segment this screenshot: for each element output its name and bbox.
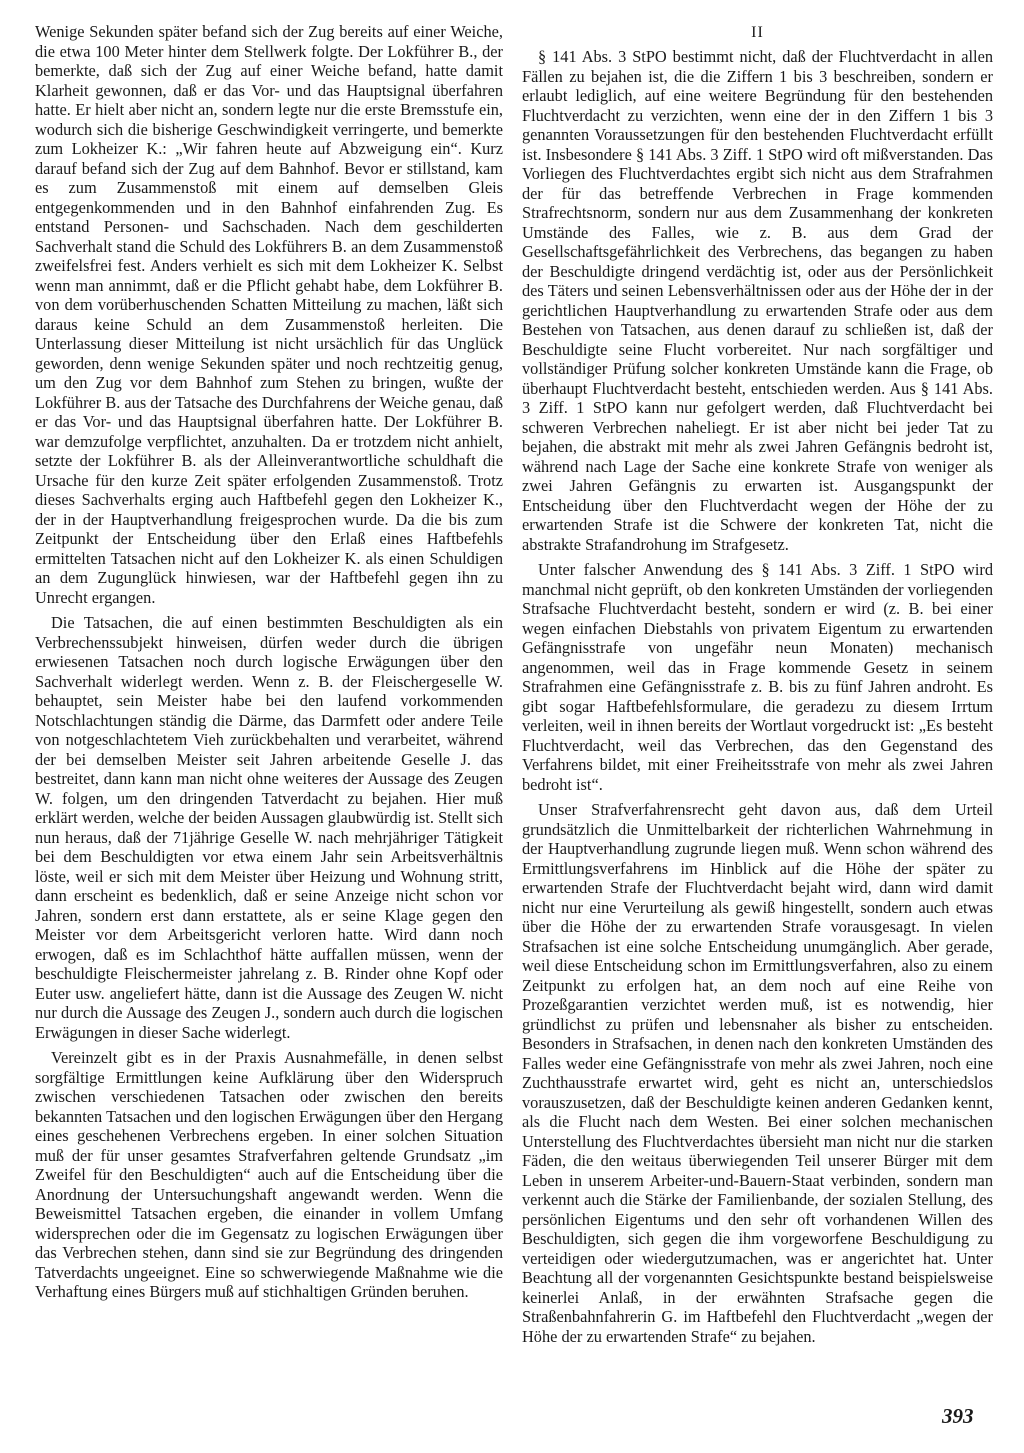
right-paragraph-3: Unser Strafverfahrensrecht geht davon aus, daß dem Urteil grundsätzlich die Unmittelbarkeit der richterlichen Wahrnehmung in der Hauptverhandlung zugrunde liegen muß. Wenn schon während des Ermittlungsverfahrens im Hinblick auf die Höhe der später zu erwartenden Strafe der Fluchtverdacht bejaht wird, dann wird damit nicht nur eine Verurteilung als gewiß hingestellt, sondern auch etwas über die Höhe der zu erwartenden Strafe vorausgesagt. In vielen Strafsachen ist eine solche Entscheidung unumgänglich. Aber gerade, weil diese Entscheidung schon im Ermittlungsverfahren, also zu einem Zeitpunkt zu erfolgen hat, an dem noch auf eine Reihe von Prozeßgarantien verzichtet werden muß, ist es notwendig, hier gründlichst zu prüfen und lebensnaher als bisher zu entscheiden. Besonders in Strafsachen, in denen nach den konkreten Umständen des Falles weder eine Gefängnisstrafe von mehr als zwei Jahren, noch eine Zuchthausstrafe erwartet wird, geht es nicht an, unterschiedslos vorauszusetzen, daß der Beschuldigte keinen anderen Gedanken kennt, als die Flucht nach dem Westen. Bei einer solchen mechanischen Unterstellung des Fluchtverdachtes übersieht man nicht nur die starken Fäden, die den weitaus überwiegenden Teil unserer Bürger mit dem Leben in unserem Arbeiter-und-Bauern-Staat verbinden, sondern man verkennt auch die Stärke der Familienbande, der sozialen Stellung, des persönlichen Eigentums und den sehr oft vorhandenen Willen des Beschuldigten, sich gegen die ihm vorgeworfene Beschuldigung zu verteidigen oder wiedergutzumachen, was er angerichtet hat. Unter Beachtung all der vorgenannten Gesichtspunkte bestand beispielsweise keinerlei Anlaß, in der erwähnten Strafsache gegen die Straßenbahnfahrerin G. im Haftbefehl den Fluchtverdacht „wegen der Höhe der zu erwartenden Strafe“ zu bejahen. bbox=[522, 800, 993, 1346]
left-paragraph-2: Die Tatsachen, die auf einen bestimmten Beschuldigten als ein Verbrechenssubjekt hinweisen, dürfen weder durch die übrigen erwiesenen Tatsachen noch durch logische Erwägungen über den Sachverhalt widerlegt werden. Wenn z. B. der Fleischergeselle W. behauptet, sein Meister habe bei den laufend vorkommenden Notschlachtungen ständig die Därme, das Darmfett oder andere Teile von notgeschlachtetem Vieh zurückbehalten und verarbeitet, während der bei demselben Meister seit Jahren arbeitende Geselle J. das bestreitet, dann kann man nicht ohne weiteres der Aussage des Zeugen W. folgen, um den dringenden Tatverdacht zu bejahen. Hier muß erklärt werden, welche der beiden Aussagen glaubwürdig ist. Stellt sich nun heraus, daß der 71jährige Geselle W. nach mehrjähriger Tätigkeit bei dem Beschuldigten vor etwa einem Jahr sein Arbeitsverhältnis löste, weil er sich mit dem Meister über Heizung und Wohnung stritt, dann erscheint es bedenklich, daß er seine Anzeige nicht schon vor Jahren, sondern erst dann erstattete, als er seine Klage gegen den Meister vor dem Arbeitsgericht verloren hatte. Wird dann noch erwogen, daß es im Schlachthof hätte auffallen müssen, wenn der beschuldigte Fleischermeister jahrelang z. B. Rinder ohne Kopf oder Euter usw. angeliefert hätte, dann ist die Aussage des Zeugen W. nicht nur durch die Aussage des Zeugen J., sondern auch durch die logischen Erwägungen in dieser Sache widerlegt. bbox=[35, 613, 503, 1042]
right-paragraph-1: § 141 Abs. 3 StPO bestimmt nicht, daß der Fluchtverdacht in allen Fällen zu bejahen ist, die die Ziffern 1 bis 3 beschreiben, sondern er erlaubt lediglich, auf eine weitere Begründung für den bestehenden Fluchtverdacht zu verzichten, wenn eine der in den Ziffern 1 bis 3 genannten Voraussetzungen für den bestehenden Fluchtverdacht erfüllt ist. Insbesondere § 141 Abs. 3 Ziff. 1 StPO wird oft mißverstanden. Das Vorliegen des Fluchtverdachtes ergibt sich nicht aus dem Strafrahmen der für das betreffende Verbrechen in Frage kommenden Strafrechtsnorm, sondern nur aus dem Zusammenhang der konkreten Umstände des Falles, wie z. B. aus dem Grad der Gesellschaftsgefährlichkeit des Verbrechens, das begangen zu haben der Beschuldigte dringend verdächtig ist, oder aus der Persönlichkeit des Täters und seinen Lebensverhältnissen oder aus der Höhe der in der gerichtlichen Hauptverhandlung zu erwartenden Strafe oder aus dem Bestehen von Tatsachen, aus denen darauf zu schließen ist, daß der Beschuldigte seine Flucht vorbereitet. Nur nach sorgfältiger und vollständiger Prüfung solcher konkreten Umstände kann die Frage, ob überhaupt Fluchtverdacht besteht, entschieden werden. Aus § 141 Abs. 3 Ziff. 1 StPO kann nur gefolgert werden, daß Fluchtverdacht bei schweren Verbrechen naheliegt. Er ist aber nicht bei jeder Tat zu bejahen, die abstrakt mit mehr als zwei Jahren Gefängnis bedroht ist, während nach Lage der Sache eine konkrete Strafe von weniger als zwei Jahren Gefängnis zu erwarten ist. Ausgangspunkt der Entscheidung über den Fluchtverdacht wegen der Höhe der zu erwartenden Strafe ist die Schwere der konkreten Tat, nicht die abstrakte Strafandrohung im Strafgesetz. bbox=[522, 47, 993, 554]
left-column bbox=[35, 22, 503, 1308]
left-paragraph-3: Vereinzelt gibt es in der Praxis Ausnahmefälle, in denen selbst sorgfältige Ermittlungen keine Aufklärung über den Widerspruch zwischen verschiedenen Tatsachen oder zwischen den bereits bekannten Tatsachen und den logischen Erwägungen über den Hergang eines geschehenen Verbrechens ergeben. In einer solchen Situation muß der für unser gesamtes Strafverfahren geltende Grundsatz „im Zweifel für den Beschuldigten“ auch auf die Entscheidung über die Anordnung der Untersuchungshaft angewandt werden. Wenn die Beweismittel Tatsachen ergeben, die einander in vollem Umfang widersprechen oder die im Gegensatz zu logischen Erwägungen über das Verbrechen stehen, dann sind sie zur Begründung des dringenden Tatverdachts ungeeignet. Eine so schwerwiegende Maßnahme wie die Verhaftung eines Bürgers muß auf stichhaltigen Gründen beruhen. bbox=[35, 1048, 503, 1301]
left-paragraph-1: Wenige Sekunden später befand sich der Zug bereits auf einer Weiche, die etwa 100 Meter hinter dem Stellwerk folgte. Der Lokführer B., der bemerkte, daß sich der Zug auf einer Weiche befand, hatte damit Klarheit gewonnen, daß er das Vor- und das Hauptsignal überfahren hatte. Er hielt aber nicht an, sondern legte nur die erste Bremsstufe ein, wodurch sich die bisherige Geschwindigkeit verringerte, und bemerkte zum Lokheizer K.: „Wir fahren heute auf Abzweigung ein“. Kurz darauf befand sich der Zug auf dem Bahnhof. Bevor er stillstand, kam es zum Zusammenstoß mit einem auf demselben Gleis entgegenkommenden und in den Bahnhof einfahrenden Zug. Es entstand Personen- und Sachschaden. Nach dem geschilderten Sachverhalt stand die Schuld des Lokführers B. an dem Zusammenstoß zweifelsfrei fest. Anders verhielt es sich mit dem Lokheizer K. Selbst wenn man annimmt, daß er die Pflicht gehabt habe, dem Lokführer B. von dem vorüberhuschenden Schatten Mitteilung zu machen, läßt sich daraus keine Schuld an dem Zusammenstoß herleiten. Die Unterlassung dieser Mitteilung ist nicht ursächlich für das Unglück geworden, denn wenige Sekunden später und noch rechtzeitig genug, um den Zug vor dem Bahnhof zum Stehen zu bringen, wußte der Lokführer B. aus der Tatsache des Durchfahrens der Weiche genau, daß er das Vor- und das Hauptsignal überfahren hatte. Der Lokführer B. war demzufolge verpflichtet, anzuhalten. Da er trotzdem nicht anhielt, setzte der Lokführer B. als der Alleinverantwortliche schuldhaft die Ursache für den kurze Zeit später erfolgenden Zusammenstoß. Trotz dieses Sachverhalts erging auch Haftbefehl gegen den Lokheizer K., der in der Hauptverhandlung freigesprochen wurde. Da die bis zum Zeitpunkt der Entscheidung über den Erlaß eines Haftbefehls ermittelten Tatsachen nicht auf den Lokheizer K. als einen Schuldigen an dem Zugunglück hinwiesen, war der Haftbefehl gegen ihn zu Unrecht ergangen. bbox=[35, 22, 503, 607]
page-number: 393 bbox=[942, 1404, 974, 1428]
section-heading: II bbox=[751, 24, 764, 41]
right-column bbox=[522, 22, 993, 1352]
right-paragraph-2: Unter falscher Anwendung des § 141 Abs. 3 Ziff. 1 StPO wird manchmal nicht geprüft, ob den konkreten Umständen der vorliegenden Strafsache Fluchtverdacht besteht, sondern er wird (z. B. bei einer wegen einfachen Diebstahls von privatem Eigentum zu erwartenden Gefängnisstrafe von ungefähr neun Monaten) mechanisch angenommen, weil das in Frage kommende Gesetz in seinem Strafrahmen eine Gefängnisstrafe z. B. bis zu fünf Jahren androht. Es gibt sogar Haftbefehlsformulare, die geradezu zu diesem Irrtum verleiten, weil in ihnen bereits der Wortlaut vorgedruckt ist: „Es besteht Fluchtverdacht, weil das Verbrechen, das den Gegenstand des Verfahrens bildet, mit einer Freiheitsstrafe von mehr als zwei Jahren bedroht ist“. bbox=[522, 560, 993, 794]
